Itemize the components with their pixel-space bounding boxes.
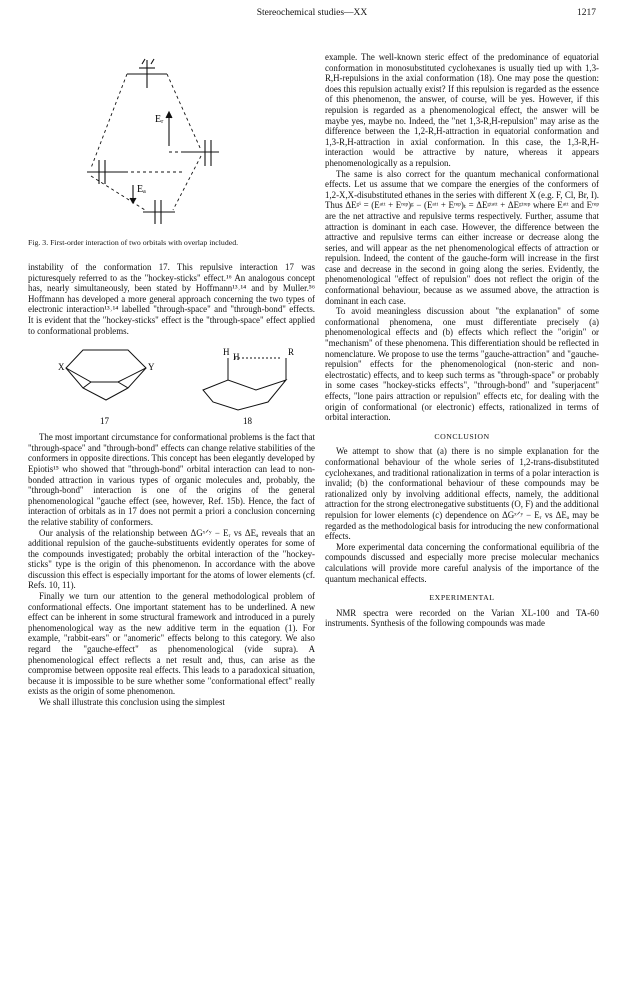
left-paragraph-1: instability of the conformation 17. This repulsive interaction 17 was picturesquely referred to as the "hockey-sticks" effect.¹⁶ An analogous concept has, nearly simultaneously, been stated by Hoffmann¹³˒¹⁴ and by Muller.⁵⁶ Hoffmann has developed a more general approach concerning the two types of electronic interaction¹³˒¹⁴ labelled "through-space" and "through-bond" effects. It is evident that the "hockey-sticks" effect is the "through-space" effect applied to conformational problems. (28, 262, 315, 336)
right-paragraph-2: The same is also correct for the quantum mechanical conformational effects. Let us assume that we compare the energies of the conformers of 1,2-X,X-disubstituted ethanes in the series with different X (e.g. F, Cl, Br, I). Thus ΔEᵍⁱ = (Eᵃᵗᵗ + Eʳᵉᵖ)ᵍ − (Eᵃᵗᵗ + Eʳᵉᵖ)ₜ = ΔEᵍᵗᵃᵗᵗ + ΔEᵍᵗʳᵉᵖ where Eᵃᵗᵗ and Eʳᵉᵖ are the net attractive and repulsive terms respectively. Further, assume that attraction is dominant in each case. However, the difference between the attractive and repulsive terms can either increase or decrease along the series, and will appear as the net phenomenological effects of attraction or repulsion. Indeed, the content of the gauche-form will increase in the first case and decrease in the second in going along the series. Evidently, the phenomenological "effect of repulsion" does not reflect the origin of the conformational behaviour, because as we assumed above, the attraction is dominant in each case. (325, 168, 599, 306)
label-h2: H (233, 352, 240, 363)
page-number: 1217 (577, 8, 596, 18)
right-column (325, 52, 599, 629)
right-paragraph-3: To avoid meaningless discussion about "the explanation" of some conformational phenomena, one must differentiate precisely (a) phenomenological effects and (b) effects which reflect the "origin" or "mechanism" of these phenomena. This differentiation should be reflected in nomenclature. We propose to use the terms "gauche-attraction" and "gauche-repulsion" effects for the phenomenological (non-steric and non-electrostatic) effects, and to keep such terms as "through-space" or probably in some cases "hockey-sticks effects", "through-bond" and "superjacent" effects, "lone pairs attraction or repulsion" effects etc, for dealing with the origin of conformational (or electronic) effects, rationalized in terms of orbital interaction. (325, 306, 599, 423)
left-paragraph-4: Finally we turn our attention to the general methodological problem of conformational effects. One important statement has to be underlined. A new effect can be inherent in some structural framework and introduced in a purely phenomenological way as the new additive term in the equation (1). For example, "rabbit-ears" or "anomeric" effects belong to this category. We also regard the "gauche-effect" as phenomenological (vide supra). A phenomenological effect reflects a net result and, thus, can arise as the compromise between opposite real effects. This leads to a paradoxical situation, because it is impossible to be sure whether some "conformational effect" really exists as the origin of some phenomenon. (28, 591, 315, 697)
conclusion-heading: CONCLUSION (434, 431, 490, 441)
running-header (0, 8, 624, 22)
label-17: 17 (100, 416, 109, 427)
left-paragraph-2: The most important circumstance for conformational problems is the fact that "through-space" and "through-bond" effects can change relative stabilities of the conformers in opposite directions. This concept has been elegantly developed by Epiotis¹⁵ who showed that "through-bond" orbital interaction can lead to non-bonded attraction in various types of organic molecules and, probably, the "through-bond" interaction is one of the origins of the general phenomenological "gauche effect (see, however, Ref. 15b). Hence, the fact of interaction of orbitals as in 17 does not permit a priori a conclusion concerning the relative stability of conformers. (28, 432, 315, 527)
right-paragraph-5: More experimental data concerning the conformational equilibria of the compounds discussed and especially more precise molecular mechanics calculations will provide more careful analysis of the importance of the quantum mechanical effects. (325, 541, 599, 584)
right-paragraph-1: example. The well-known steric effect of the predominance of equatorial conformation in monosubstituted cyclohexanes is usually tied up with 1,3-R,H-repulsions in the axial conformation (18). One may pose the question: does this repulsion actually exist? If this repulsion is regarded as the essence of this phenomenon, the answer, of course, will be yes. However, if this repulsion is regarded as a phenomenological effect, the answer will be maybe yes, maybe no. Indeed, the "net 1,3-R,H-repulsion" may arise as the difference between the 1,2-R,H-attraction in equatorial conformation and 1,3-R,H-attraction in axial conformation. In this case, the 1,3-R,H-interaction would be attractive by nature, whereas it appears phenomenologically as a repulsion. (325, 52, 599, 168)
label-y: Y (148, 362, 155, 373)
label-er: Eᵣ (155, 114, 164, 125)
right-paragraph-6: NMR spectra were recorded on the Varian XL-100 and TA-60 instruments. Synthesis of the following compounds was made (325, 607, 599, 629)
label-r: R (288, 347, 295, 358)
experimental-heading: EXPERIMENTAL (429, 593, 495, 603)
left-column (28, 262, 315, 708)
left-paragraph-5: We shall illustrate this conclusion using the simplest (39, 697, 225, 707)
label-ea: Eₐ (137, 184, 146, 195)
running-title: Stereochemical studies—XX (256, 8, 368, 18)
figure-3-caption: Fig. 3. First-order interaction of two orbitals with overlap included. (28, 238, 239, 247)
right-paragraph-4: We attempt to show that (a) there is no simple explanation for the conformational behaviour of the whole series of 1,2-trans-disubstituted cyclohexanes, and traditional rationalization in terms of a polar interaction is invalid; (b) the conformational behaviour of these compounds may be rationalized only by involving additional effects, namely, the additional attraction for the strong electronegative substituents (O, F) and the additional repulsion for lower elements (c) dependence on ΔGˣᐟʸ − Eᵣ vs ΔEₐ may be regarded as the methodological basis for introducing the new conformational effects. (325, 446, 599, 542)
structures-17-18 (28, 340, 315, 428)
figure-3-orbital-diagram (75, 52, 275, 232)
label-x: X (58, 362, 65, 373)
label-h1: H (223, 347, 230, 358)
label-18: 18 (243, 416, 252, 427)
left-paragraph-3: Our analysis of the relationship between ΔGˣᐟʸ − Eᵣ vs ΔEₐ reveals that an additional repulsion of the gauche-substituents evidently operates for some of the compounds investigated; probably the orbital interaction of the "hockey-sticks" type is the origin of this phenomenon. In accordance with the above discussion this effect is especially important for the atoms of lower elements (cf. Refs. 10, 11). (28, 527, 315, 591)
